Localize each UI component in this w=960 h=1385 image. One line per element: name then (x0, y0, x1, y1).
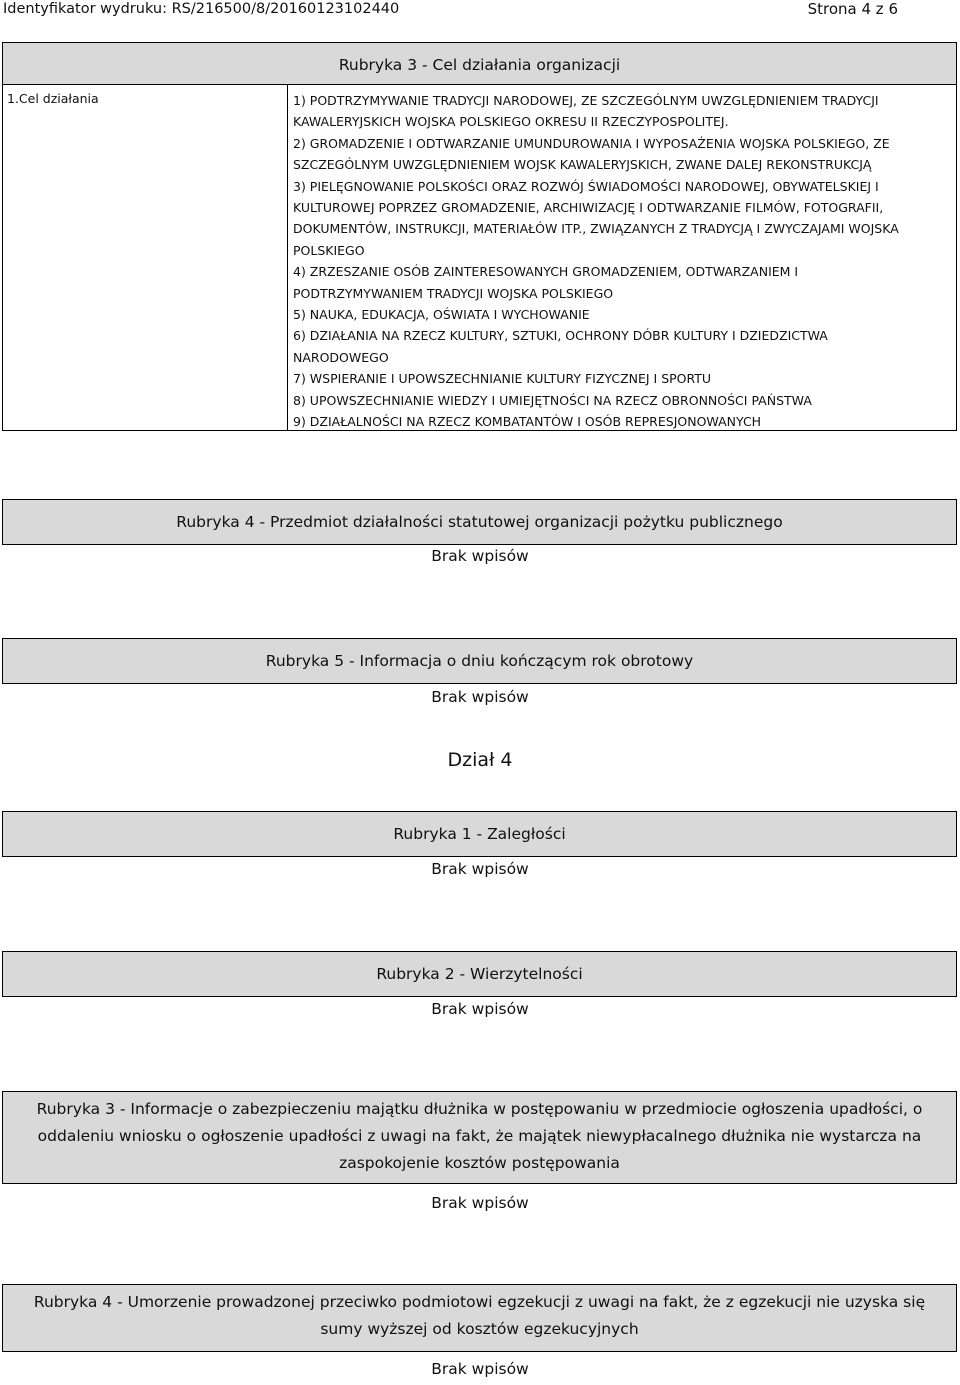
section-title (3, 1285, 956, 1351)
goal-line: 3) PIELĘGNOWANIE POLSKOŚCI ORAZ ROZWÓJ ŚWIADOMOŚCI NARODOWEJ, OBYWATELSKIEJ I (293, 178, 879, 194)
rubryka-4-umorzenie-section (2, 1284, 957, 1352)
goal-line: 6) DZIAŁANIA NA RZECZ KULTURY, SZTUKI, OCHRONY DÓBR KULTURY I DZIEDZICTWA (293, 328, 828, 344)
rubryka-3-zabezpieczenie-section (2, 1091, 957, 1184)
section-title: Rubryka 1 - Zaległości (3, 812, 956, 856)
page-number: Strona 4 z 6 (807, 0, 898, 18)
goal-content (288, 85, 956, 437)
rubryka-5-rok-obrotowy-section (2, 638, 957, 684)
section-title-line: zaspokojenie kosztów postępowania (339, 1154, 620, 1172)
no-entries-text: Brak wpisów (431, 547, 529, 565)
dzial-4-heading: Dział 4 (447, 749, 513, 771)
no-entries-text: Brak wpisów (431, 688, 529, 706)
rubryka-3-cel-section (2, 42, 957, 431)
print-identifier: Identyfikator wydruku: RS/216500/8/20160123102440 (3, 1, 400, 17)
goal-line: 7) WSPIERANIE I UPOWSZECHNIANIE KULTURY FIZYCZNEJ I SPORTU (293, 371, 712, 387)
goal-line: NARODOWEGO (293, 349, 389, 365)
goal-line: POLSKIEGO (293, 242, 365, 258)
goal-row (3, 85, 956, 430)
no-entries-text: Brak wpisów (431, 1000, 529, 1018)
section-title: Rubryka 2 - Wierzytelności (3, 952, 956, 996)
goal-line: 8) UPOWSZECHNIANIE WIEDZY I UMIEJĘTNOŚCI NA RZECZ OBRONNOŚCI PAŃSTWA (293, 392, 812, 408)
section-title-line: Rubryka 4 - Umorzenie prowadzonej przeciwko podmiotowi egzekucji z uwagi na fakt, że z egzekucji nie uzyska się (33, 1293, 926, 1311)
goal-line: PODTRZYMYWANIEM TRADYCJI WOJSKA POLSKIEGO (293, 285, 614, 301)
goal-line: 4) ZRZESZANIE OSÓB ZAINTERESOWANYCH GROMADZENIEM, ODTWARZANIEM I (293, 264, 799, 280)
goal-line: 1) PODTRZYMYWANIE TRADYCJI NARODOWEJ, ZE SZCZEGÓLNYM UWZGLĘDNIENIEM TRADYCJI (293, 93, 879, 108)
page-header (0, 0, 960, 18)
section-title-line: sumy wyższej od kosztów egzekucyjnych (320, 1320, 639, 1338)
rubryka-2-wierzytelnosci-section (2, 951, 957, 997)
rubryka-4-przedmiot-section (2, 499, 957, 545)
goal-line: 5) NAUKA, EDUKACJA, OŚWIATA I WYCHOWANIE (293, 307, 590, 323)
section-title-line: oddaleniu wniosku o ogłoszenie upadłości z uwagi na fakt, że majątek niewypłacalnego dłużnika nie wystarcza na (37, 1127, 922, 1145)
section-title-line: Rubryka 3 - Informacje o zabezpieczeniu majątku dłużnika w postępowaniu w przedmiocie ogłoszenia upadłości, o (36, 1100, 923, 1118)
goal-line: KAWALERYJSKICH WOJSKA POLSKIEGO OKRESU II RZECZYPOSPOLITEJ. (293, 114, 729, 130)
no-entries-text: Brak wpisów (431, 860, 529, 878)
rubryka-1-zaleglosci-section (2, 811, 957, 857)
goal-line: 9) DZIAŁALNOŚCI NA RZECZ KOMBATANTÓW I OSÓB REPRESJONOWANYCH (293, 414, 762, 430)
goal-line: DOKUMENTÓW, INSTRUKCJI, MATERIAŁÓW ITP., ZWIĄZANYCH Z TRADYCJĄ I ZWYCZAJAMI WOJSKA (293, 221, 899, 237)
section-title (3, 1092, 956, 1183)
section-title: Rubryka 3 - Cel działania organizacji (3, 43, 956, 85)
no-entries-text: Brak wpisów (431, 1360, 529, 1378)
goal-line: KULTUROWEJ POPRZEZ GROMADZENIE, ARCHIWIZACJĘ I ODTWARZANIE FILMÓW, FOTOGRAFII, (293, 200, 884, 216)
no-entries-text: Brak wpisów (431, 1194, 529, 1212)
section-title: Rubryka 4 - Przedmiot działalności statutowej organizacji pożytku publicznego (3, 500, 956, 544)
goal-line: SZCZEGÓLNYM UWZGLĘDNIENIEM WOJSK KAWALERYJSKICH, ZWANE DALEJ REKONSTRUKCJĄ (293, 157, 872, 173)
goal-label: 1.Cel działania (3, 85, 288, 430)
goal-line: 2) GROMADZENIE I ODTWARZANIE UMUNDUROWANIA I WYPOSAŻENIA WOJSKA POLSKIEGO, ZE (293, 135, 890, 151)
section-title: Rubryka 5 - Informacja o dniu kończącym rok obrotowy (3, 639, 956, 683)
